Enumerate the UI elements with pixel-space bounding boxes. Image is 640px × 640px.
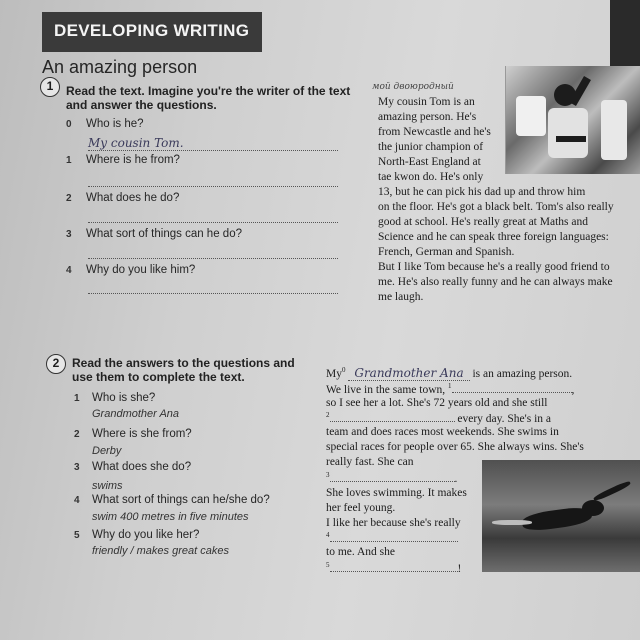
ex1-q1-number: 1 [66, 155, 72, 166]
reading-line-3: from Newcastle and he's [378, 126, 491, 138]
reading-line-1: My cousin Tom is an [378, 96, 475, 108]
reading-line-11: French, German and Spanish. [378, 246, 515, 258]
reading-line-5: North-East England at [378, 156, 481, 168]
section-banner: DEVELOPING WRITING [42, 12, 262, 52]
ex2-q5-number: 5 [74, 530, 80, 541]
ex2-q3-given: swims [92, 480, 123, 492]
ex2-text-line-4: $^2$ every day. She's in a [326, 411, 551, 425]
ex2-gap-0-answer: Grandmother Ana [348, 366, 469, 381]
exercise-2-number: 2 [46, 354, 66, 374]
ex2-gap-3[interactable] [330, 472, 455, 482]
ex2-q4-given: swim 400 metres in five minutes [92, 511, 249, 523]
background-edge [610, 0, 640, 70]
ex1-q0-number: 0 [66, 119, 72, 130]
ex1-q4-text: Why do you like him? [86, 264, 196, 276]
ex2-text-line-9: She loves swimming. It makes [326, 487, 467, 499]
ex2-q4-number: 4 [74, 495, 80, 506]
ex1-q2-number: 2 [66, 193, 72, 204]
ex2-text-line-6: special races for people over 65. She always wins. She's [326, 441, 584, 453]
exercise-1-instruction-line2: and answer the questions. [66, 98, 217, 112]
ex2-q1-text: Who is she? [92, 392, 156, 404]
ex2-text-line-10: her feel young. [326, 502, 396, 514]
ex2-q1-number: 1 [74, 393, 80, 404]
ex2-q2-text: Where is she from? [92, 428, 192, 440]
exercise-2-instruction-line1: Read the answers to the questions and [72, 356, 295, 370]
ex2-text-line-14: $^5$ ! [326, 561, 462, 575]
ex1-q1-text: Where is he from? [86, 154, 180, 166]
page-title: An amazing person [42, 57, 198, 77]
reading-line-9: good at school. He's really great at Maths and [378, 216, 588, 228]
ex2-q5-given: friendly / makes great cakes [92, 545, 229, 557]
ex2-text-line-3: so I see her a lot. She's 72 years old and she still [326, 397, 548, 409]
exercise-1-instruction-line1: Read the text. Imagine you're the writer of the text [66, 84, 351, 98]
ex2-gap-1[interactable] [452, 383, 572, 393]
ex2-q3-text: What does she do? [92, 461, 192, 473]
ex1-q4-number: 4 [66, 265, 72, 276]
ex2-text-line-2: We live in the same town, $^1$ , [326, 382, 575, 396]
reading-line-2: amazing person. He's [378, 111, 477, 123]
ex2-text-line-5: team and does races most weekends. She swims in [326, 426, 559, 438]
ex1-q0-answer-line [88, 150, 338, 151]
ex2-gap-2[interactable] [330, 412, 455, 422]
reading-line-6: tae kwon do. He's only [378, 171, 484, 183]
ex2-text-line-12: 4 [326, 531, 458, 545]
reading-line-10: Science and he can speak three foreign languages: [378, 231, 609, 243]
reading-line-13: me. He's also really funny and he can always make [378, 276, 613, 288]
ex1-q0-answer: My cousin Tom. [88, 136, 184, 150]
ex2-q2-number: 2 [74, 429, 80, 440]
ex2-text-line-7: really fast. She can [326, 456, 414, 468]
reading-line-4: the junior champion of [378, 141, 484, 153]
reading-line-14: me laugh. [378, 291, 424, 303]
ex1-q3-number: 3 [66, 229, 72, 240]
ex1-q1-answer-line[interactable] [88, 186, 338, 187]
ex1-q4-answer-line[interactable] [88, 293, 338, 294]
ex2-text-line-13: to me. And she [326, 546, 395, 558]
ex2-q5-text: Why do you like her? [92, 529, 200, 541]
ex2-gap-4[interactable] [330, 532, 458, 542]
ex2-text-line-1: My$^0$ Grandmother Ana is an amazing person. [326, 366, 573, 380]
swimmer-photo [482, 460, 640, 572]
ex2-text-line-8: $^3$ . [326, 471, 458, 485]
ex1-q3-answer-line[interactable] [88, 258, 338, 259]
ex1-q0-text: Who is he? [86, 118, 144, 130]
ex2-q1-given: Grandmother Ana [92, 408, 180, 420]
ex2-gap-5[interactable] [330, 562, 458, 572]
ex2-q2-given: Derby [92, 445, 122, 457]
ex1-q2-text: What does he do? [86, 192, 180, 204]
ex2-text-line-11: I like her because she's really [326, 517, 461, 529]
ex1-q3-text: What sort of things can he do? [86, 228, 242, 240]
ex1-q2-answer-line[interactable] [88, 222, 338, 223]
tae-kwon-do-photo [505, 66, 640, 174]
ex2-q4-text: What sort of things can he/she do? [92, 494, 270, 506]
handwritten-note: мой двоюродный [372, 82, 454, 92]
reading-line-12: But I like Tom because he's a really good friend to [378, 261, 610, 273]
exercise-1-number: 1 [40, 77, 60, 97]
exercise-2-instruction-line2: use them to complete the text. [72, 370, 245, 384]
ex2-q3-number: 3 [74, 462, 80, 473]
reading-line-7: 13, but he can pick his dad up and throw him [378, 186, 586, 198]
reading-line-8: on the floor. He's got a black belt. Tom's also really [378, 201, 614, 213]
